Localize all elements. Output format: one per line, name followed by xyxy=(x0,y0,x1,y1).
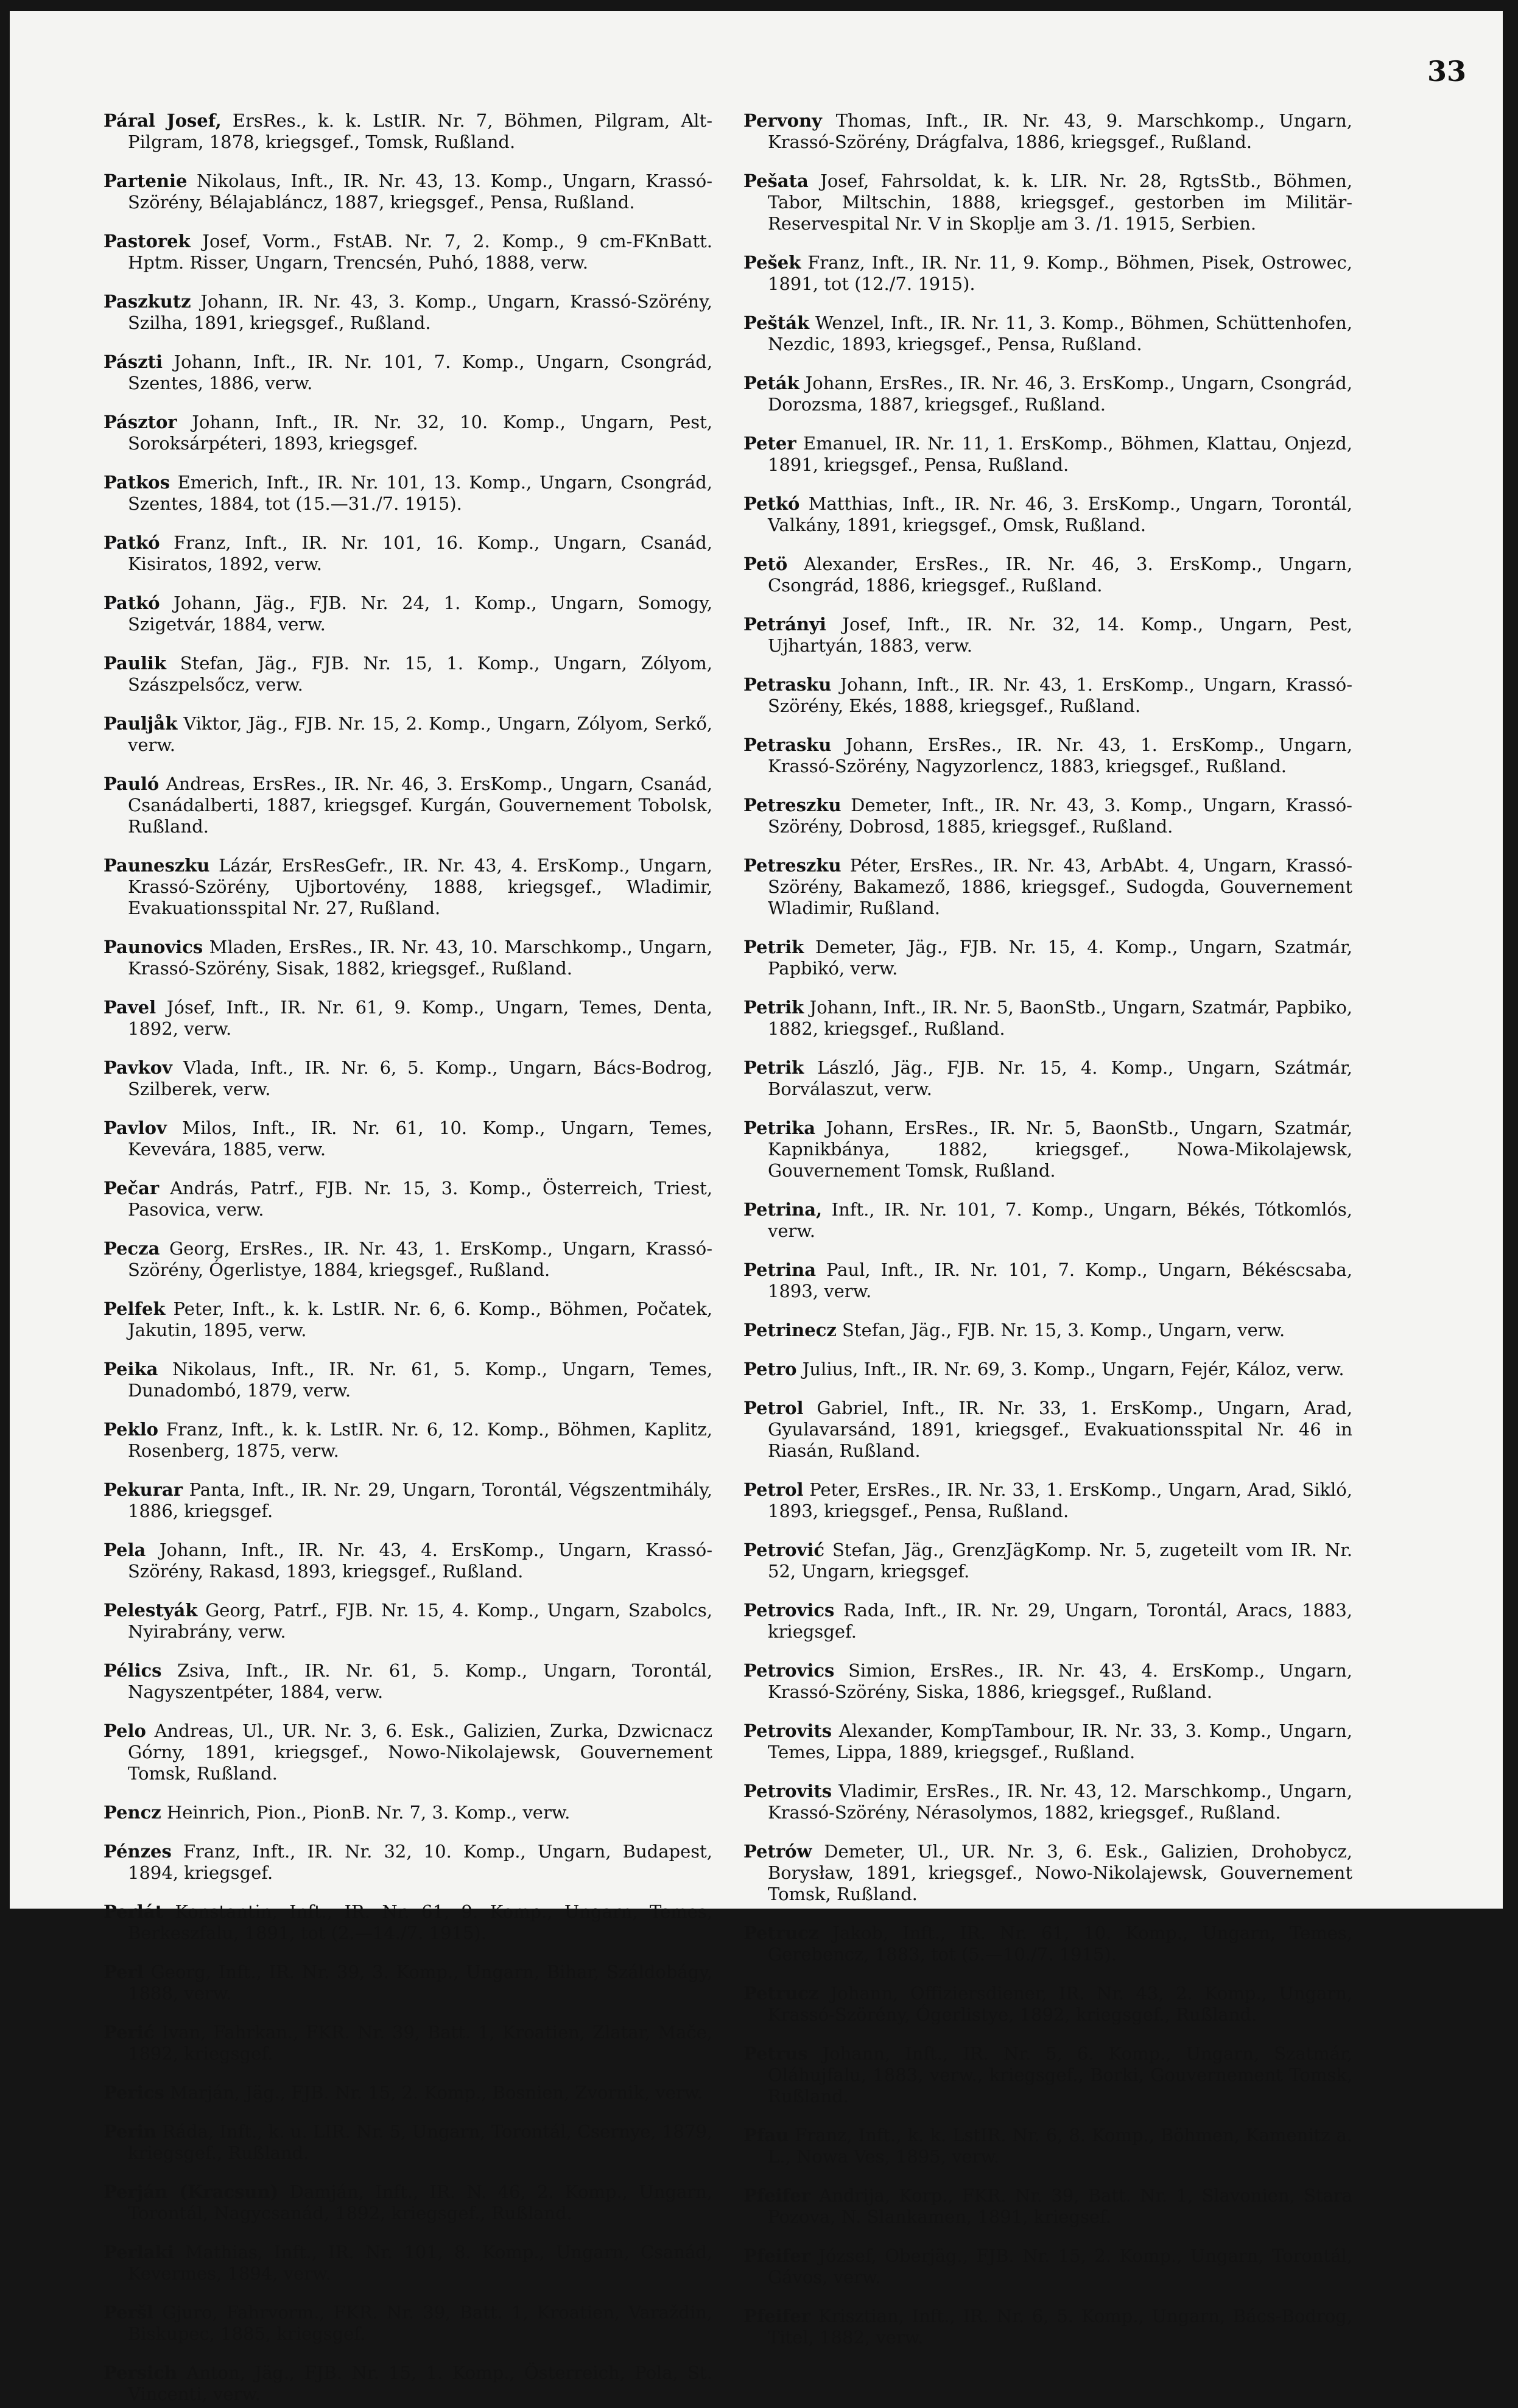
page-number: 33 xyxy=(1427,55,1466,88)
entry-surname: Peklo xyxy=(104,1419,158,1440)
entry-details: Johann, Inft., IR. Nr. 5, 6. Komp., Ungarn, Szatmár, Oláhujfalu, 1883, verw., kriegsgef., Borki, Gouvernement Tomsk, Rußland. xyxy=(768,2043,1352,2107)
entry-surname: Petrika xyxy=(743,1118,816,1138)
entry-surname: Pecza xyxy=(104,1238,160,1259)
entry-surname: Pfeifer xyxy=(743,2185,810,2206)
entry-details: Franz, Inft., IR. Nr. 11, 9. Komp., Böhmen, Pisek, Ostrowec, 1891, tot (12./7. 1915). xyxy=(768,252,1352,294)
entry-surname: Petrol xyxy=(743,1398,804,1418)
register-entry xyxy=(104,1540,712,1582)
entry-surname: Peter xyxy=(743,433,796,454)
entry-details: Johann, ErsRes., IR. Nr. 5, BaonStb., Ungarn, Szatmár, Kapnikbánya, 1882, kriegsgef., Nowa-Mikolajewsk, Gouvernement Tomsk, Rußland. xyxy=(768,1118,1352,1181)
entry-details: Zsiva, Inft., IR. Nr. 61, 5. Komp., Ungarn, Torontál, Nagyszentpéter, 1884, verw. xyxy=(128,1660,712,1702)
register-entry xyxy=(743,1841,1352,1905)
entry-details: Konstantin, Inft., IR. Nr. 61, 9. Komp., Ungarn, Temes, Berkeszfalu, 1891, tot (2.—14./7. 1915). xyxy=(128,1901,712,1943)
entry-details: Johann, ErsRes., IR. Nr. 46, 3. ErsKomp., Ungarn, Csongrád, Dorozsma, 1887, kriegsgef., Rußland. xyxy=(768,373,1352,415)
entry-details: Gjuro, Fahrvorm., FKR. Nr. 39, Batt. 1, Kroatien, Varaždin, Biskupec, 1885, kriegsgef. xyxy=(128,2302,712,2344)
register-entry xyxy=(104,412,712,454)
entry-details: Gabriel, Inft., IR. Nr. 33, 1. ErsKomp., Ungarn, Arad, Gyulavarsánd, 1891, kriegsgef., Evakuationsspital Nr. 46 in Riasán, Rußland. xyxy=(768,1398,1352,1461)
entry-details: Panta, Inft., IR. Nr. 29, Ungarn, Torontál, Végszentmihály, 1886, kriegsgef. xyxy=(128,1479,712,1521)
register-entry xyxy=(104,110,712,153)
register-entry xyxy=(104,2362,712,2405)
entry-details: Georg, Inft., IR. Nr. 39, 3. Komp., Ungarn, Bihar, Száldobágy, 1888, verw. xyxy=(128,1962,712,2004)
entry-details: Damján, Inft., IR. N. 46, 2. Komp., Ungarn, Torontál, Nagycsanád, 1892, kriegsgef., Rußland. xyxy=(128,2181,713,2223)
entry-surname: Petrol xyxy=(743,1479,804,1500)
entry-details: László, Jäg., FJB. Nr. 15, 4. Komp., Ungarn, Szátmár, Borválaszut, verw. xyxy=(768,1057,1352,1099)
register-entry xyxy=(104,351,712,394)
entry-details: Franz, Inft., k. k. LstIR. Nr. 6, 8. Komp., Böhmen, Kamenitz a. L., Nowa Ves, 1895, verw. xyxy=(768,2125,1352,2167)
register-entry xyxy=(743,1983,1352,2026)
entry-details: Julius, Inft., IR. Nr. 69, 3. Komp., Ungarn, Fejér, Káloz, verw. xyxy=(796,1359,1344,1379)
entry-surname: Perics xyxy=(104,2082,164,2103)
register-entry xyxy=(743,1540,1352,1582)
entry-details: Alexander, KompTambour, IR. Nr. 33, 3. Komp., Ungarn, Temes, Lippa, 1889, kriegsgef., Rußland. xyxy=(768,1720,1352,1762)
entry-surname: Petrik xyxy=(743,937,804,957)
register-entry xyxy=(743,855,1352,919)
entry-surname: Pastorek xyxy=(104,231,191,252)
register-entry xyxy=(743,171,1352,234)
entry-surname: Peršl xyxy=(104,2302,154,2323)
register-entry xyxy=(104,1802,712,1823)
entry-details: Andrija, Korp., FKR. Nr. 39, Batt. Nr. 1, Slavonien, Stara Pozova, N. Slankamen, 1891, kriegsef. xyxy=(768,2185,1352,2227)
entry-surname: Petrovics xyxy=(743,1600,835,1621)
entry-surname: Perić xyxy=(104,2022,155,2043)
entry-surname: Pfeifer xyxy=(743,2306,810,2326)
entry-details: Nikolaus, Inft., IR. Nr. 61, 5. Komp., Ungarn, Temes, Dunadombó, 1879, verw. xyxy=(128,1359,712,1401)
register-entry xyxy=(104,532,712,575)
register-entry xyxy=(743,554,1352,596)
register-entry xyxy=(743,1923,1352,1965)
entry-surname: Petrasku xyxy=(743,674,832,695)
register-entry xyxy=(743,2185,1352,2228)
entry-details: Ráda, Inft., k. u. LIR. Nr. 5, Ungarn, Torontál, Csernye, 1879, kriegsgef., Rußland. xyxy=(128,2121,712,2163)
entry-details: Demeter, Inft., IR. Nr. 43, 3. Komp., Ungarn, Krassó-Szörény, Dobrosd, 1885, kriegsgef., Rußland. xyxy=(768,795,1352,837)
entry-surname: Paunovics xyxy=(104,937,203,957)
register-entry xyxy=(743,795,1352,837)
register-entry xyxy=(743,433,1352,476)
left-column xyxy=(104,93,712,2408)
register-entry xyxy=(743,1057,1352,1100)
entry-details: Johann, Inft., IR. Nr. 101, 7. Komp., Ungarn, Csongrád, Szentes, 1886, verw. xyxy=(128,351,712,393)
entry-details: Thomas, Inft., IR. Nr. 43, 9. Marschkomp., Ungarn, Krassó-Szörény, Drágfalva, 1886, kriegsgef., Rußland. xyxy=(768,110,1352,152)
entry-details: Johann, IR. Nr. 43, 3. Komp., Ungarn, Krassó-Szörény, Szilha, 1891, kriegsgef., Rußland. xyxy=(128,291,712,333)
entry-surname: Pekurar xyxy=(104,1479,183,1500)
register-entry xyxy=(743,312,1352,355)
entry-surname: Petrina xyxy=(743,1259,817,1280)
entry-details: Stefan, Jäg., FJB. Nr. 15, 1. Komp., Ungarn, Zólyom, Szászpelsőcz, verw. xyxy=(128,653,712,695)
entry-surname: Petkó xyxy=(743,493,800,514)
entry-surname: Petrovits xyxy=(743,1720,832,1741)
entry-surname: Pfeifer xyxy=(743,2245,810,2266)
entry-surname: Páral Josef, xyxy=(104,110,222,131)
register-entry xyxy=(743,2043,1352,2107)
entry-surname: Pešata xyxy=(743,171,809,191)
entry-details: Johann, Inft., IR. Nr. 43, 4. ErsKomp., Ungarn, Krassó-Szörény, Rakasd, 1893, kriegsgef., Rußland. xyxy=(128,1540,712,1582)
entry-surname: Pásztor xyxy=(104,412,177,432)
register-entry xyxy=(104,2181,712,2224)
register-entry xyxy=(743,1600,1352,1642)
entry-details: Emerich, Inft., IR. Nr. 101, 13. Komp., Ungarn, Csongrád, Szentes, 1884, tot (15.—31./7. 1915). xyxy=(128,472,712,514)
register-entry xyxy=(104,593,712,635)
entry-surname: Petrik xyxy=(743,1057,804,1078)
register-entry xyxy=(104,1057,712,1100)
register-entry xyxy=(104,773,712,837)
register-entry xyxy=(104,231,712,273)
register-entry xyxy=(743,373,1352,415)
register-entry xyxy=(743,1720,1352,1763)
entry-surname: Pavel xyxy=(104,997,156,1018)
register-entry xyxy=(743,493,1352,536)
entry-details: Johann, Inft., IR. Nr. 32, 10. Komp., Ungarn, Pest, Soroksárpéteri, 1893, kriegsgef. xyxy=(128,412,712,454)
entry-surname: Pešták xyxy=(743,312,810,333)
entry-surname: Pencz xyxy=(104,1802,161,1823)
register-entry xyxy=(104,997,712,1040)
register-entry xyxy=(104,653,712,695)
entry-details: Alexander, ErsRes., IR. Nr. 46, 3. ErsKomp., Ungarn, Csongrád, 1886, kriegsgef., Rußland. xyxy=(768,554,1352,596)
entry-details: Milos, Inft., IR. Nr. 61, 10. Komp., Ungarn, Temes, Kevevára, 1885, verw. xyxy=(128,1118,712,1160)
entry-details: Franz, Inft., k. k. LstIR. Nr. 6, 12. Komp., Böhmen, Kaplitz, Rosenberg, 1875, verw. xyxy=(128,1419,712,1461)
entry-details: Viktor, Jäg., FJB. Nr. 15, 2. Komp., Ungarn, Zólyom, Serkő, verw. xyxy=(128,713,712,755)
entry-details: Nikolaus, Inft., IR. Nr. 43, 13. Komp., Ungarn, Krassó-Szörény, Bélajabláncz, 1887, kriegsgef., Pensa, Rußland. xyxy=(128,171,712,213)
entry-details: Demeter, Jäg., FJB. Nr. 15, 4. Komp., Ungarn, Szatmár, Papbikó, verw. xyxy=(768,937,1352,979)
entry-surname: Pénzes xyxy=(104,1841,172,1862)
entry-surname: Pélics xyxy=(104,1660,162,1681)
entry-surname: Perján (Kracsun) xyxy=(104,2181,279,2202)
entry-surname: Patkos xyxy=(104,472,170,493)
register-entry xyxy=(104,472,712,515)
entry-surname: Pelfek xyxy=(104,1298,166,1319)
entry-details: Josef, Fahrsoldat, k. k. LIR. Nr. 28, RgtsStb., Böhmen, Tabor, Miltschin, 1888, kriegsgef., gestorben im Militär-Reservespital Nr. V in Skoplje am 3. /1. 1915, Serbien. xyxy=(768,171,1352,234)
entry-surname: Persich xyxy=(104,2362,177,2383)
register-entry xyxy=(104,937,712,979)
entry-details: Stefan, Jäg., FJB. Nr. 15, 3. Komp., Ungarn, verw. xyxy=(836,1320,1285,1340)
entry-surname: Pečar xyxy=(104,1178,160,1199)
entry-surname: Pavlov xyxy=(104,1118,167,1138)
entry-details: Peter, Inft., k. k. LstIR. Nr. 6, 6. Komp., Böhmen, Počatek, Jakutin, 1895, verw. xyxy=(128,1298,712,1340)
entry-surname: Perlaki xyxy=(104,2242,174,2262)
entry-details: Vlada, Inft., IR. Nr. 6, 5. Komp., Ungarn, Bács-Bodrog, Szilberek, verw. xyxy=(128,1057,712,1099)
entry-surname: Pauló xyxy=(104,773,160,794)
entry-surname: Petrovits xyxy=(743,1781,832,1801)
entry-details: Johann, Inft., IR. Nr. 5, BaonStb., Ungarn, Szatmár, Papbiko, 1882, kriegsgef., Rußland. xyxy=(768,997,1352,1039)
register-entry xyxy=(743,1118,1352,1181)
register-entry xyxy=(104,1660,712,1703)
entry-details: Paul, Inft., IR. Nr. 101, 7. Komp., Ungarn, Békéscsaba, 1893, verw. xyxy=(768,1259,1352,1301)
entry-details: Lázár, ErsResGefr., IR. Nr. 43, 4. ErsKomp., Ungarn, Krassó-Szörény, Ujbortovény, 1888, kriegsgef., Wladimir, Evakuationsspital Nr. 27, Rußland. xyxy=(128,855,712,918)
entry-details: Matthias, Inft., IR. Nr. 46, 3. ErsKomp., Ungarn, Torontál, Valkány, 1891, kriegsgef., Omsk, Rußland. xyxy=(768,493,1352,535)
entry-surname: Petrovics xyxy=(743,1660,835,1681)
register-entry xyxy=(743,1259,1352,1302)
entry-surname: Patkó xyxy=(104,593,160,613)
register-entry xyxy=(743,2245,1352,2288)
entry-surname: Petrović xyxy=(743,1540,825,1560)
entry-details: Stefan, Jäg., GrenzJägKomp. Nr. 5, zugeteilt vom IR. Nr. 52, Ungarn, kriegsgef. xyxy=(768,1540,1352,1582)
entry-details: József, Oberjäg., FJB. Nr. 15, 2. Komp., Ungarn, Torontál, Gávos, verw. xyxy=(768,2245,1352,2287)
register-entry xyxy=(743,1320,1352,1341)
entry-surname: Petreszku xyxy=(743,795,842,815)
entry-surname: Pauljåk xyxy=(104,713,178,734)
entry-surname: Paulik xyxy=(104,653,167,674)
register-entry xyxy=(104,2242,712,2284)
entry-surname: Petreszku xyxy=(743,855,842,876)
register-entry xyxy=(104,2082,712,2103)
entry-surname: Pelestyák xyxy=(104,1600,198,1621)
entry-surname: Petrina, xyxy=(743,1199,823,1220)
entry-details: Simion, ErsRes., IR. Nr. 43, 4. ErsKomp., Ungarn, Krassó-Szörény, Siska, 1886, kriegsgef., Rußland. xyxy=(768,1660,1352,1702)
entry-surname: Pela xyxy=(104,1540,146,1560)
entry-details: Wenzel, Inft., IR. Nr. 11, 3. Komp., Böhmen, Schüttenhofen, Nezdic, 1893, kriegsgef., Pensa, Rußland. xyxy=(768,312,1352,354)
register-entry xyxy=(104,1238,712,1281)
entry-surname: Petö xyxy=(743,554,788,574)
entry-details: Marján, Jäg., FJB. Nr. 15, 2. Komp., Bosnien, Zvornik, verw. xyxy=(164,2082,703,2103)
entry-details: Josef, Inft., IR. Nr. 32, 14. Komp., Ungarn, Pest, Ujhartyán, 1883, verw. xyxy=(768,614,1352,656)
entry-surname: Petrasku xyxy=(743,734,832,755)
entry-surname: Petrik xyxy=(743,997,804,1018)
register-entry xyxy=(743,734,1352,777)
entry-surname: Petrus xyxy=(743,2043,808,2064)
entry-details: Demeter, Ul., UR. Nr. 3, 6. Esk., Galizien, Drohobycz, Borysław, 1891, kriegsgef., Nowo-Nikolajewsk, Gouvernement Tomsk, Rußland. xyxy=(768,1841,1352,1904)
entry-details: Vladimir, ErsRes., IR. Nr. 43, 12. Marschkomp., Ungarn, Krassó-Szörény, Nérasolymos, 1882, kriegsgef., Rußland. xyxy=(768,1781,1352,1823)
entry-surname: Peták xyxy=(743,373,799,393)
register-entry xyxy=(743,1660,1352,1703)
register-entry xyxy=(743,1479,1352,1522)
entry-details: Johann, ErsRes., IR. Nr. 43, 1. ErsKomp., Ungarn, Krassó-Szörény, Nagyzorlencz, 1883, kriegsgef., Rußland. xyxy=(768,734,1352,776)
register-entry xyxy=(104,713,712,756)
register-entry xyxy=(743,252,1352,295)
register-entry xyxy=(104,1118,712,1160)
register-entry xyxy=(104,1178,712,1220)
entry-surname: Paszkutz xyxy=(104,291,191,312)
entry-surname: Perl xyxy=(104,1962,144,1982)
entry-surname: Perin xyxy=(104,2121,156,2142)
register-entry xyxy=(104,1419,712,1462)
entry-surname: Patkó xyxy=(104,532,160,553)
entry-details: Franz, Inft., IR. Nr. 32, 10. Komp., Ungarn, Budapest, 1894, kriegsgef. xyxy=(128,1841,712,1883)
register-entry xyxy=(104,2022,712,2065)
entry-surname: Partenie xyxy=(104,171,188,191)
entry-details: Ivan, Fahrkan., FKR. Nr. 39, Batt. 1, Kroatien, Zlatar, Mače, 1892, kriegsgef. xyxy=(128,2022,712,2064)
entry-details: András, Patrf., FJB. Nr. 15, 3. Komp., Österreich, Triest, Pasovica, verw. xyxy=(128,1178,712,1220)
register-entry xyxy=(104,1720,712,1784)
register-entry xyxy=(104,1479,712,1522)
entry-surname: Pavkov xyxy=(104,1057,172,1078)
entry-details: Krisztian, Inft., IR. Nr. 6, 5. Komp., Ungarn, Bács-Bodrog, Titel, 1882, verw. xyxy=(768,2306,1352,2348)
entry-details: Jósef, Inft., IR. Nr. 61, 9. Komp., Ungarn, Temes, Denta, 1892, verw. xyxy=(128,997,712,1039)
entry-details: ErsRes., k. k. LstIR. Nr. 7, Böhmen, Pilgram, Alt-Pilgram, 1878, kriegsgef., Tomsk, Rußland. xyxy=(128,110,712,152)
entry-surname: Pászti xyxy=(104,351,163,372)
register-entry xyxy=(104,1298,712,1341)
entry-details: Georg, Patrf., FJB. Nr. 15, 4. Komp., Ungarn, Szabolcs, Nyirabrány, verw. xyxy=(128,1600,712,1642)
entry-surname: Petrucz xyxy=(743,1923,819,1943)
entry-details: Peter, ErsRes., IR. Nr. 33, 1. ErsKomp., Ungarn, Arad, Siklό, 1893, kriegsgef., Pensa, Rußland. xyxy=(768,1479,1352,1521)
entry-details: Johann, Inft., IR. Nr. 43, 1. ErsKomp., Ungarn, Krassó-Szörény, Ekés, 1888, kriegsgef., Rußland. xyxy=(768,674,1352,716)
register-entry xyxy=(743,110,1352,153)
entry-surname: Perlát xyxy=(104,1901,163,1922)
register-entry xyxy=(743,674,1352,717)
register-entry xyxy=(104,291,712,334)
entry-details: Mathias, Inft., IR. Nr. 101, 8. Komp., Ungarn, Csanád, Kevermes, 1894, verw. xyxy=(128,2242,712,2284)
register-entry xyxy=(743,1199,1352,1242)
register-entry xyxy=(743,997,1352,1040)
entry-details: Péter, ErsRes., IR. Nr. 43, ArbAbt. 4, Ungarn, Krassó-Szörény, Bakamező, 1886, kriegsgef., Sudogda, Gouvernement Wladimir, Rußland. xyxy=(768,855,1352,918)
entry-details: Heinrich, Pion., PionB. Nr. 7, 3. Komp., verw. xyxy=(161,1802,571,1823)
right-column xyxy=(743,93,1352,2351)
register-entry xyxy=(104,1841,712,1884)
register-entry xyxy=(743,1781,1352,1823)
register-entry xyxy=(743,2125,1352,2167)
entry-details: Johann, Offiziersdiener, IR. Nr. 43, 2. Komp., Ungarn, Krassó-Szörény, Ógerlistye, 1892, kriegsgef., Rußland. xyxy=(768,1983,1352,2025)
register-entry xyxy=(743,614,1352,657)
entry-details: Rada, Inft., IR. Nr. 29, Ungarn, Torontál, Aracs, 1883, kriegsgef. xyxy=(768,1600,1352,1642)
entry-surname: Petrányi xyxy=(743,614,826,635)
entry-details: Mladen, ErsRes., IR. Nr. 43, 10. Marschkomp., Ungarn, Krassó-Szörény, Sisak, 1882, kriegsgef., Rußland. xyxy=(128,937,712,979)
entry-surname: Pervony xyxy=(743,110,822,131)
register-entry xyxy=(743,937,1352,979)
register-entry xyxy=(104,1600,712,1642)
register-entry xyxy=(104,855,712,919)
entry-surname: Pelo xyxy=(104,1720,146,1741)
entry-surname: Petrucz xyxy=(743,1983,819,2004)
register-entry xyxy=(104,2121,712,2164)
entry-details: Josef, Vorm., FstAB. Nr. 7, 2. Komp., 9 cm-FKnBatt. Hptm. Risser, Ungarn, Trencsén, Puhó, 1888, verw. xyxy=(128,231,712,273)
entry-surname: Pfau xyxy=(743,2125,789,2146)
register-entry xyxy=(743,2306,1352,2348)
entry-surname: Petrinecz xyxy=(743,1320,837,1340)
register-entry xyxy=(104,1359,712,1401)
register-entry xyxy=(743,1398,1352,1462)
entry-details: Johann, Jäg., FJB. Nr. 24, 1. Komp., Ungarn, Somogy, Szigetvár, 1884, verw. xyxy=(128,593,712,635)
document-page xyxy=(10,11,1503,2404)
entry-details: Andreas, ErsRes., IR. Nr. 46, 3. ErsKomp., Ungarn, Csanád, Csanádalberti, 1887, kriegsgef. Kurgán, Gouvernement Tobolsk, Rußland. xyxy=(128,773,712,837)
register-entry xyxy=(104,2302,712,2345)
entry-details: Andreas, Ul., UR. Nr. 3, 6. Esk., Galizien, Zurka, Dzwicnacz Górny, 1891, kriegsgef., Nowo-Nikolajewsk, Gouvernement Tomsk, Rußland. xyxy=(128,1720,712,1784)
entry-details: Inft., IR. Nr. 101, 7. Komp., Ungarn, Békés, Tótkomlós, verw. xyxy=(768,1199,1352,1241)
entry-details: Jakob, Inft., IR. Nr. 61, 10. Komp., Ungarn, Temes, Gerebencz, 1883, tot (5.—10./7. 1915). xyxy=(768,1923,1352,1965)
entry-surname: Pauneszku xyxy=(104,855,210,876)
entry-details: Anton, Jäg., FJB. Nr. 15, 1. Komp., Österreich, Pola, St. Vincenti, verw. xyxy=(128,2362,712,2404)
entry-surname: Peika xyxy=(104,1359,158,1379)
register-entry xyxy=(743,1359,1352,1380)
register-entry xyxy=(104,171,712,213)
entry-surname: Petrów xyxy=(743,1841,812,1862)
register-entry xyxy=(104,1901,712,1944)
entry-surname: Petro xyxy=(743,1359,797,1379)
entry-details: Emanuel, IR. Nr. 11, 1. ErsKomp., Böhmen, Klattau, Onjezd, 1891, kriegsgef., Pensa, Rußland. xyxy=(768,433,1352,475)
entry-details: Georg, ErsRes., IR. Nr. 43, 1. ErsKomp., Ungarn, Krassó-Szörény, Ógerlistye, 1884, kriegsgef., Rußland. xyxy=(128,1238,712,1280)
entry-details: Franz, Inft., IR. Nr. 101, 16. Komp., Ungarn, Csanád, Kisiratos, 1892, verw. xyxy=(128,532,712,574)
entry-surname: Pešek xyxy=(743,252,801,273)
register-entry xyxy=(104,1962,712,2004)
